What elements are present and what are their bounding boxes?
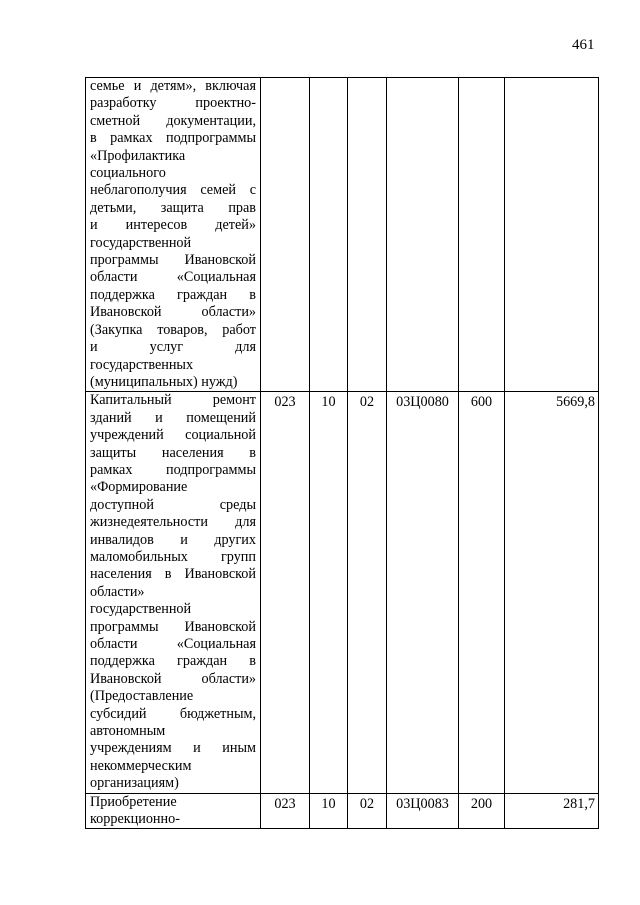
description-line: неблагополучия семей с	[90, 182, 256, 199]
description-line: (Закупка товаров, работ	[90, 321, 256, 338]
description-line: сметной документации,	[90, 112, 256, 129]
description-line: в рамках подпрограммы	[90, 130, 256, 147]
description-line: «Профилактика	[90, 147, 186, 164]
table-row	[86, 392, 599, 793]
row-description	[86, 78, 261, 392]
description-line: организациям)	[90, 775, 179, 792]
row-description	[86, 793, 261, 829]
description-line: государственной	[90, 234, 192, 251]
description-line: семье и детям», включая	[90, 78, 256, 94]
amount: 281,7	[505, 793, 599, 829]
amount	[505, 78, 599, 392]
target-article-code: 03Ц0080	[387, 392, 459, 793]
description-line: автономным	[90, 723, 166, 740]
description-line: области «Социальная	[90, 636, 256, 652]
section-code: 10	[310, 392, 348, 793]
description-line: поддержка граждан в	[90, 653, 256, 670]
ministry-code: 023	[261, 793, 310, 829]
description-line: рамках подпрограммы	[90, 461, 256, 478]
subsection-code	[348, 78, 387, 392]
description-line: и интересов детей»	[90, 217, 256, 234]
description-line: жизнедеятельности для	[90, 514, 256, 531]
description-line: защиты населения в	[90, 444, 256, 461]
description-line: учреждениям и иным	[90, 740, 256, 757]
amount: 5669,8	[505, 392, 599, 793]
description-line: Приобретение	[90, 793, 177, 810]
description-line: маломобильных групп	[90, 548, 256, 565]
section-code	[310, 78, 348, 392]
ministry-code: 023	[261, 392, 310, 793]
section-code: 10	[310, 793, 348, 829]
subsection-code: 02	[348, 793, 387, 829]
description-line: учреждений социальной	[90, 427, 256, 444]
target-article-code	[387, 78, 459, 392]
description-line: разработку проектно-	[90, 95, 256, 112]
target-article-code: 03Ц0083	[387, 793, 459, 829]
description-line: Ивановской области»	[90, 304, 256, 321]
description-line: области «Социальная	[90, 269, 256, 286]
description-line: (Предоставление	[90, 688, 194, 705]
budget-table	[85, 77, 599, 829]
description-line: поддержка граждан в	[90, 286, 256, 303]
description-line: Ивановской области»	[90, 670, 256, 687]
description-line: Капитальный ремонт	[90, 392, 256, 409]
expense-type-code: 200	[459, 793, 505, 829]
table-row	[86, 793, 599, 829]
description-line: государственной	[90, 601, 192, 618]
description-line: программы Ивановской	[90, 252, 256, 269]
description-line: детьми, защита прав	[90, 199, 256, 216]
expense-type-code: 600	[459, 392, 505, 793]
description-line: (муниципальных) нужд)	[90, 373, 238, 390]
ministry-code	[261, 78, 310, 392]
page-number: 461	[572, 37, 595, 53]
expense-type-code	[459, 78, 505, 392]
description-line: и услуг для	[90, 339, 256, 356]
description-line: некоммерческим	[90, 757, 192, 774]
description-line: программы Ивановской	[90, 618, 256, 635]
description-line: социального	[90, 165, 166, 182]
subsection-code: 02	[348, 392, 387, 793]
description-line: коррекционно-	[90, 811, 180, 828]
description-line: «Формирование	[90, 479, 188, 496]
description-line: области»	[90, 583, 145, 600]
description-line: инвалидов и других	[90, 531, 256, 548]
description-line: зданий и помещений	[90, 409, 256, 426]
table-row	[86, 78, 599, 392]
description-line: государственных	[90, 356, 194, 373]
row-description	[86, 392, 261, 793]
description-line: доступной среды	[90, 496, 256, 513]
description-line: населения в Ивановской	[90, 566, 256, 583]
description-line: субсидий бюджетным,	[90, 705, 256, 722]
